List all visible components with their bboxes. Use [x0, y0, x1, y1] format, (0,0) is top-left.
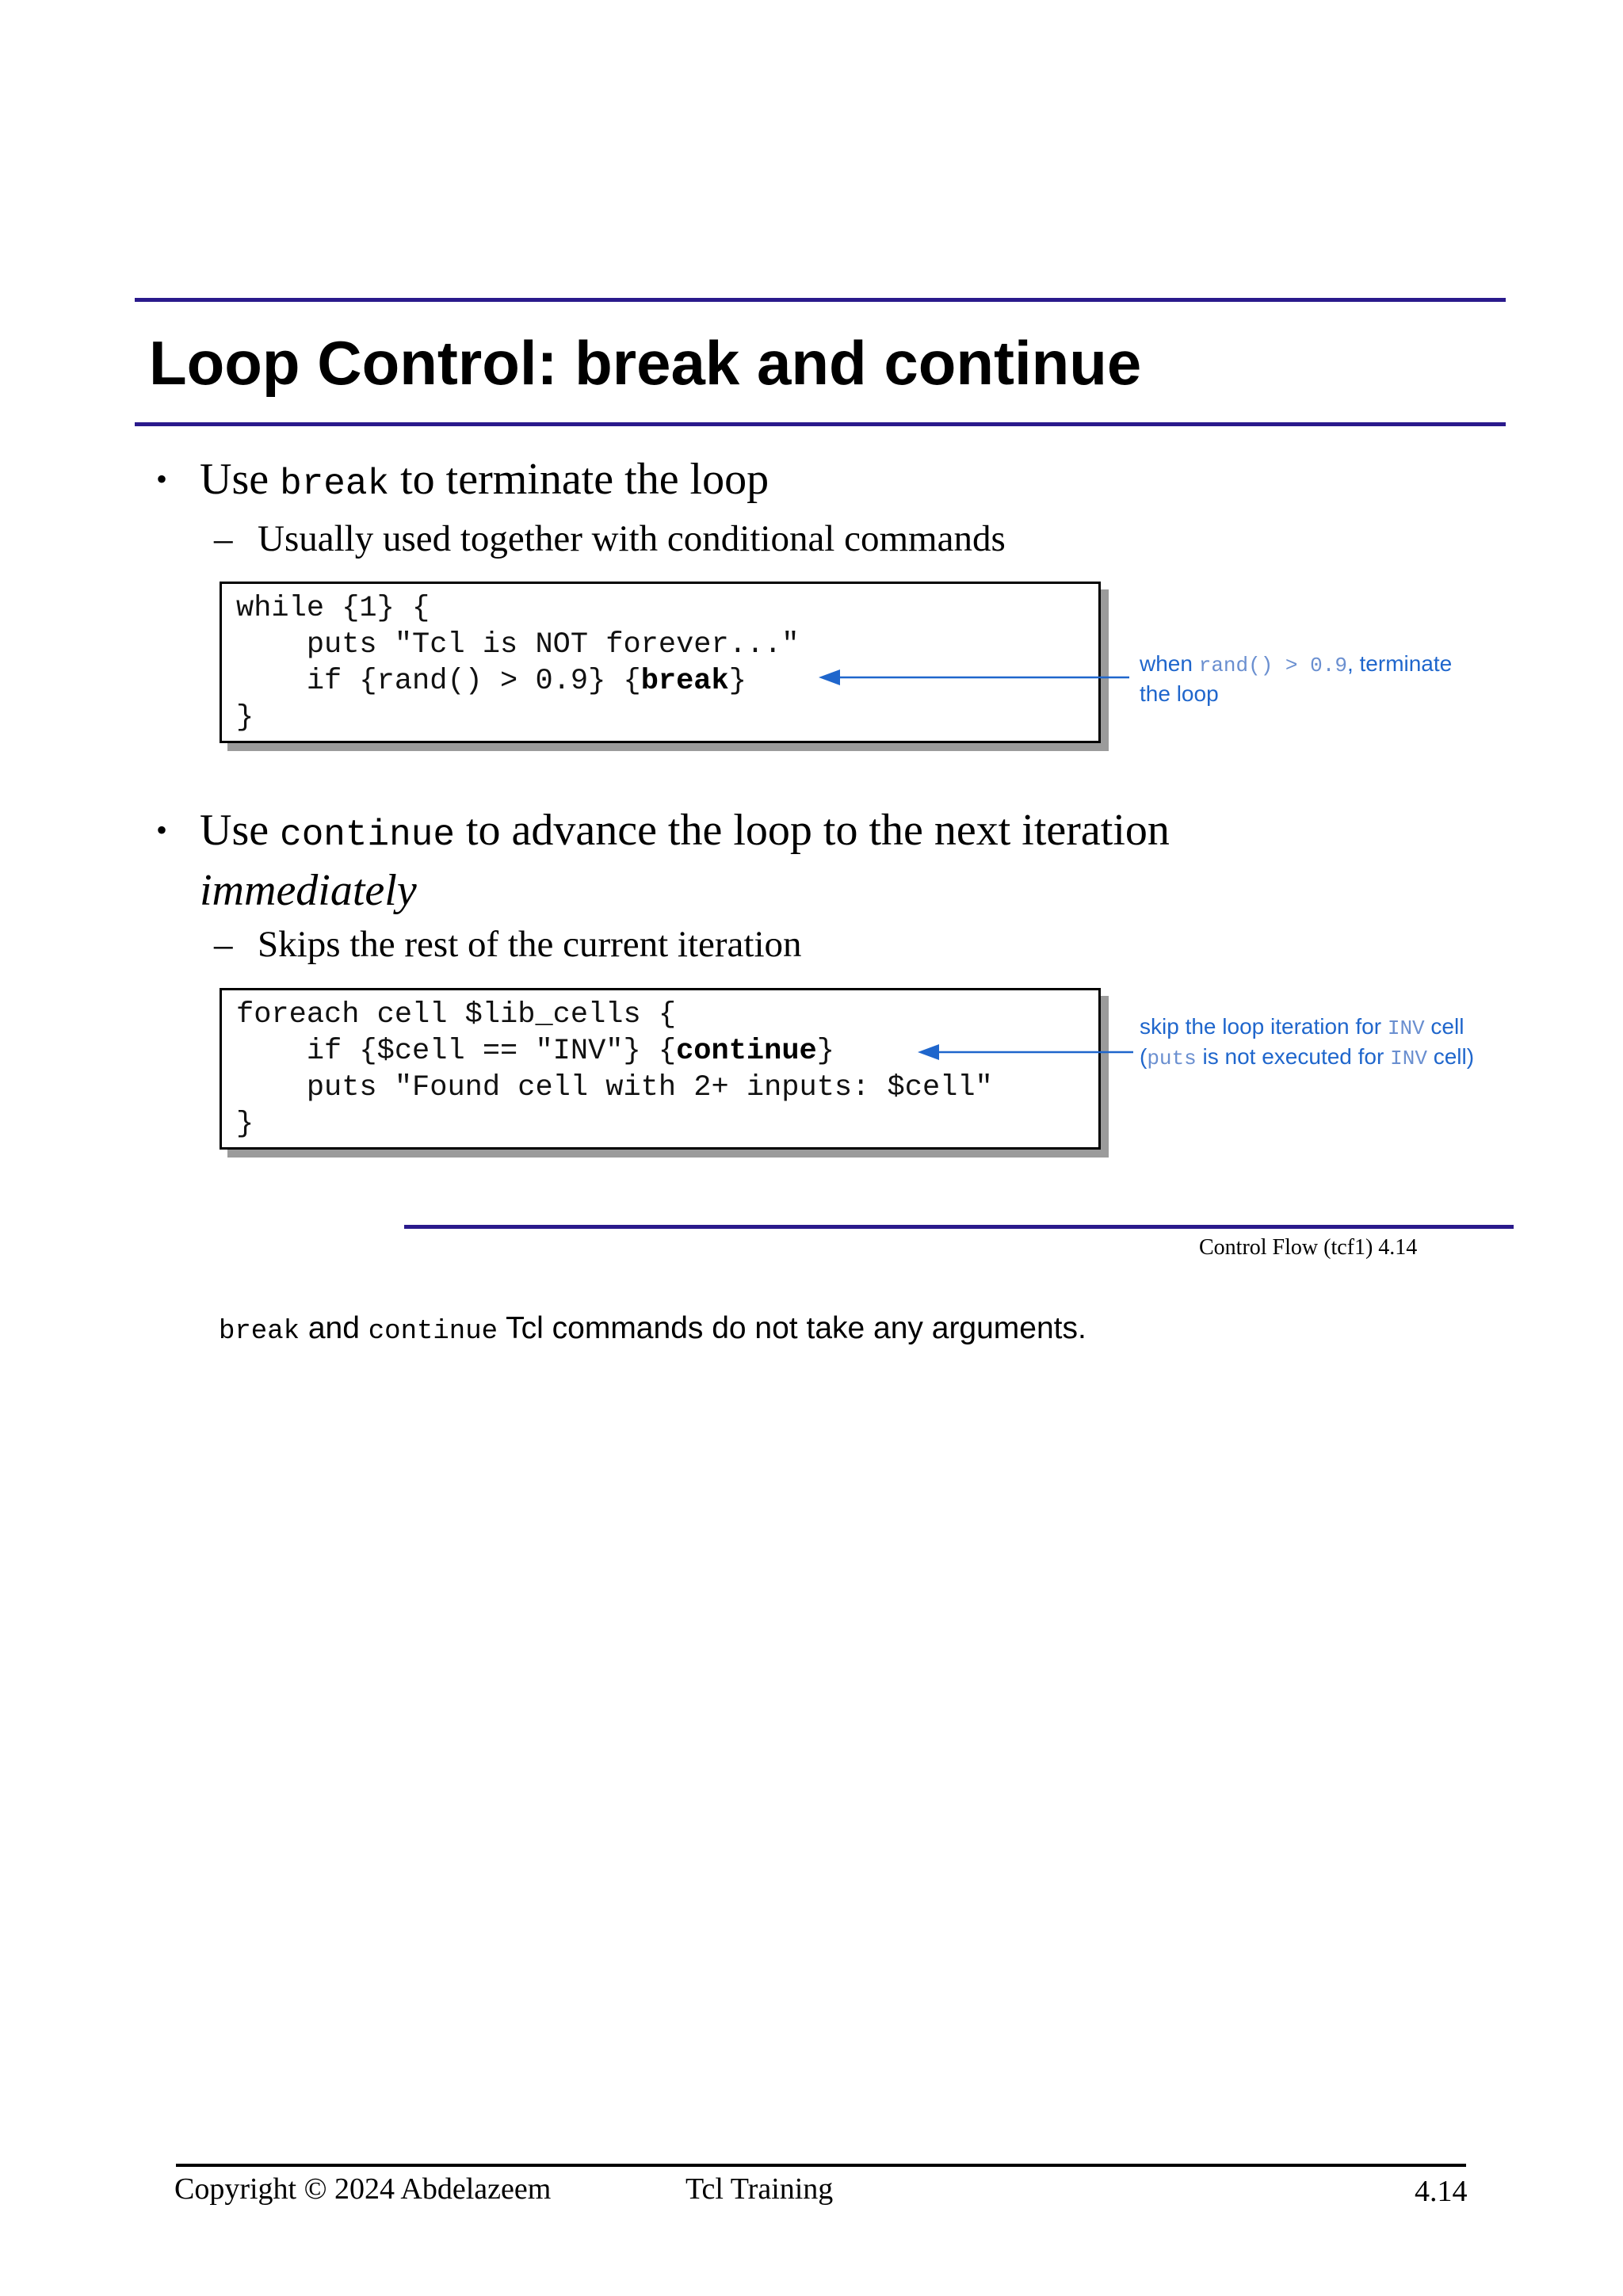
annotation-break — [1140, 650, 1480, 708]
code-line: while {1} { — [236, 592, 430, 625]
code-keyword: break — [640, 665, 729, 698]
bullet-dot: • — [156, 812, 168, 848]
annotation-text: cell) — [1426, 1044, 1475, 1069]
emphasis-text: immediately — [200, 866, 417, 915]
inline-code: break — [280, 463, 390, 505]
bullet-continue — [156, 803, 1170, 918]
sub-bullet-skip — [214, 921, 802, 968]
sub-bullet-text: Skips the rest of the current iteration — [258, 924, 802, 965]
annotation-code: INV — [1387, 1016, 1425, 1040]
footer-center-title: Tcl Training — [685, 2172, 834, 2206]
sub-bullet-dash: – — [214, 518, 233, 559]
bullet-break — [156, 452, 769, 512]
annotation-code: rand() > 0.9 — [1198, 654, 1347, 677]
annotation-text: cell ( — [1140, 1014, 1465, 1069]
bullet-dot: • — [156, 461, 168, 497]
code-line: } — [236, 1108, 254, 1141]
annotation-text: skip the loop iteration for — [1140, 1014, 1388, 1039]
annotation-text: , terminate the loop — [1140, 651, 1453, 706]
code-line: puts "Found cell with 2+ inputs: $cell" — [236, 1071, 993, 1104]
sub-bullet-dash: – — [214, 924, 233, 965]
bullet-text: Use — [200, 806, 281, 855]
code-text: } — [728, 665, 747, 698]
slide-title: Loop Control: break and continue — [149, 328, 1142, 398]
annotation-code: puts — [1147, 1047, 1197, 1070]
code-block-continue — [220, 988, 1101, 1150]
bullet-text: to advance the loop to the next iteration — [454, 806, 1170, 855]
code-text: if {rand() > 0.9} { — [236, 665, 641, 698]
notes-code: continue — [368, 1317, 498, 1347]
page-number: 4.14 — [1415, 2175, 1468, 2208]
code-line: foreach cell $lib_cells { — [236, 998, 677, 1032]
code-keyword: continue — [676, 1035, 817, 1068]
notes-code: break — [219, 1317, 300, 1347]
annotation-code: INV — [1390, 1047, 1427, 1070]
annotation-arrow-icon — [915, 1040, 1137, 1064]
code-text: if {$cell == "INV"} { — [236, 1035, 677, 1068]
title-rule-top — [135, 298, 1506, 302]
slide-footer-rule — [404, 1225, 1514, 1229]
page-footer-rule — [176, 2164, 1466, 2167]
title-rule-bottom — [135, 422, 1506, 426]
code-text: } — [816, 1035, 834, 1068]
copyright: Copyright © 2024 Abdelazeem — [174, 2172, 552, 2206]
annotation-continue — [1140, 1013, 1488, 1073]
code-line: } — [236, 701, 254, 734]
bullet-text: to terminate the loop — [389, 455, 769, 504]
annotation-text: is not executed for — [1196, 1044, 1391, 1069]
notes-plain: and — [300, 1311, 369, 1345]
slide-footer-label: Control Flow (tcf1) 4.14 — [1199, 1235, 1418, 1260]
inline-code: continue — [280, 814, 455, 856]
annotation-arrow-icon — [816, 666, 1133, 689]
sub-bullet-text: Usually used together with conditional commands — [258, 518, 1006, 559]
code-block-break — [220, 582, 1101, 743]
bullet-text: Use — [200, 455, 281, 504]
sub-bullet-conditional — [214, 515, 1006, 563]
notes-text — [219, 1309, 1086, 1352]
annotation-text: when — [1140, 651, 1199, 676]
code-line: puts "Tcl is NOT forever..." — [236, 628, 800, 662]
notes-plain: Tcl commands do not take any arguments. — [498, 1311, 1086, 1345]
